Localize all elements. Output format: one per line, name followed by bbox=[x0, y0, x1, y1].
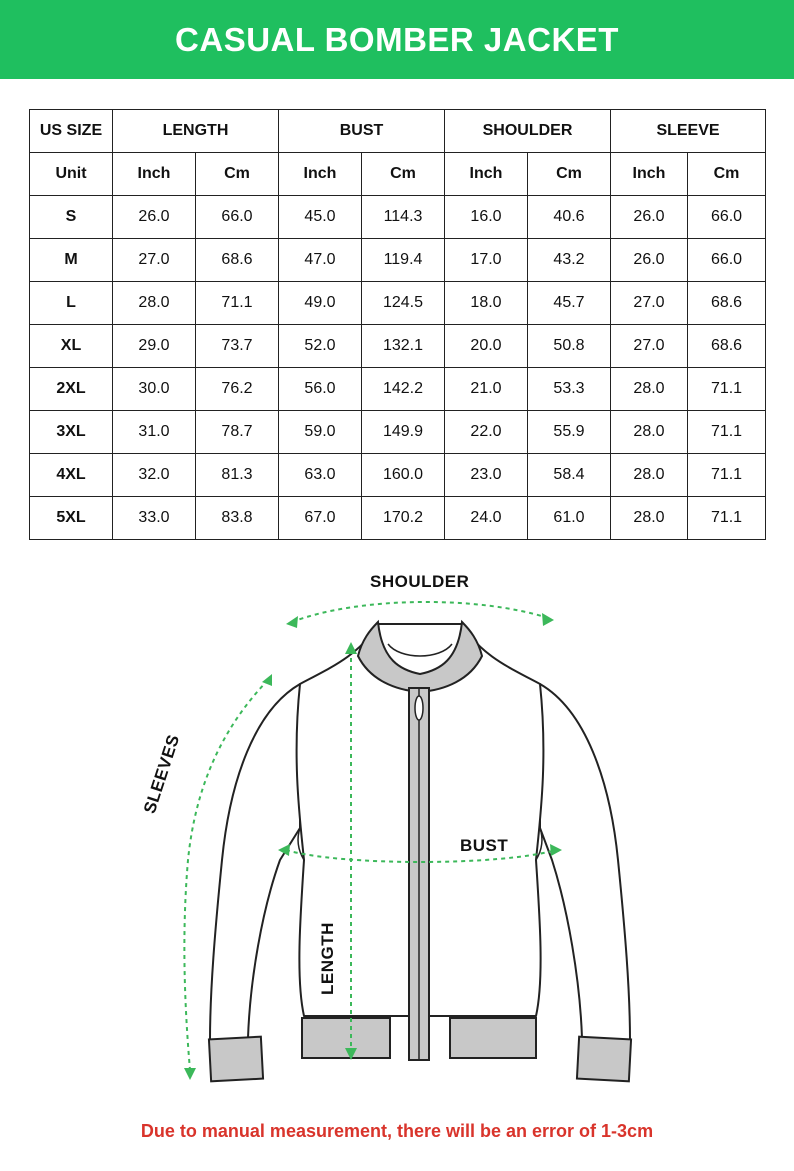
unit-cell: Cm bbox=[196, 153, 279, 196]
value-cell: 124.5 bbox=[362, 282, 445, 325]
value-cell: 45.0 bbox=[279, 196, 362, 239]
left-cuff bbox=[209, 1037, 263, 1082]
value-cell: 27.0 bbox=[611, 325, 688, 368]
value-cell: 21.0 bbox=[445, 368, 528, 411]
value-cell: 114.3 bbox=[362, 196, 445, 239]
right-waistband bbox=[450, 1018, 536, 1058]
value-cell: 142.2 bbox=[362, 368, 445, 411]
value-cell: 66.0 bbox=[688, 239, 766, 282]
value-cell: 47.0 bbox=[279, 239, 362, 282]
value-cell: 71.1 bbox=[688, 454, 766, 497]
value-cell: 49.0 bbox=[279, 282, 362, 325]
value-cell: 32.0 bbox=[113, 454, 196, 497]
size-cell: M bbox=[30, 239, 113, 282]
value-cell: 26.0 bbox=[113, 196, 196, 239]
unit-cell: Cm bbox=[362, 153, 445, 196]
left-sleeve bbox=[210, 684, 300, 1040]
value-cell: 66.0 bbox=[688, 196, 766, 239]
table-row bbox=[30, 454, 766, 497]
value-cell: 73.7 bbox=[196, 325, 279, 368]
unit-cell: Inch bbox=[113, 153, 196, 196]
value-cell: 24.0 bbox=[445, 497, 528, 540]
value-cell: 68.6 bbox=[688, 282, 766, 325]
right-sleeve bbox=[540, 684, 630, 1040]
unit-label: Unit bbox=[30, 153, 113, 196]
value-cell: 40.6 bbox=[528, 196, 611, 239]
size-cell: 2XL bbox=[30, 368, 113, 411]
length-label: LENGTH bbox=[318, 922, 337, 995]
table-row bbox=[30, 282, 766, 325]
table-row bbox=[30, 497, 766, 540]
value-cell: 22.0 bbox=[445, 411, 528, 454]
value-cell: 27.0 bbox=[611, 282, 688, 325]
value-cell: 71.1 bbox=[688, 497, 766, 540]
title-banner bbox=[0, 0, 794, 79]
size-cell: L bbox=[30, 282, 113, 325]
page-title: CASUAL BOMBER JACKET bbox=[175, 20, 619, 58]
value-cell: 83.8 bbox=[196, 497, 279, 540]
left-waistband bbox=[302, 1018, 390, 1058]
value-cell: 132.1 bbox=[362, 325, 445, 368]
shoulder-label: SHOULDER bbox=[370, 572, 470, 591]
value-cell: 63.0 bbox=[279, 454, 362, 497]
measurement-diagram bbox=[0, 560, 794, 1100]
value-cell: 28.0 bbox=[611, 497, 688, 540]
value-cell: 68.6 bbox=[196, 239, 279, 282]
header-size: US SIZE bbox=[30, 110, 113, 153]
size-cell: S bbox=[30, 196, 113, 239]
value-cell: 30.0 bbox=[113, 368, 196, 411]
value-cell: 76.2 bbox=[196, 368, 279, 411]
value-cell: 71.1 bbox=[196, 282, 279, 325]
unit-cell: Inch bbox=[611, 153, 688, 196]
value-cell: 28.0 bbox=[611, 454, 688, 497]
value-cell: 23.0 bbox=[445, 454, 528, 497]
value-cell: 160.0 bbox=[362, 454, 445, 497]
bust-label: BUST bbox=[460, 836, 509, 855]
size-cell: 4XL bbox=[30, 454, 113, 497]
header-sleeve: SLEEVE bbox=[611, 110, 766, 153]
value-cell: 20.0 bbox=[445, 325, 528, 368]
value-cell: 26.0 bbox=[611, 196, 688, 239]
value-cell: 26.0 bbox=[611, 239, 688, 282]
value-cell: 50.8 bbox=[528, 325, 611, 368]
value-cell: 119.4 bbox=[362, 239, 445, 282]
unit-cell: Cm bbox=[688, 153, 766, 196]
value-cell: 28.0 bbox=[113, 282, 196, 325]
value-cell: 33.0 bbox=[113, 497, 196, 540]
table-row bbox=[30, 239, 766, 282]
value-cell: 67.0 bbox=[279, 497, 362, 540]
value-cell: 18.0 bbox=[445, 282, 528, 325]
size-cell: 3XL bbox=[30, 411, 113, 454]
value-cell: 58.4 bbox=[528, 454, 611, 497]
shoulder-arrow bbox=[292, 602, 548, 622]
size-cell: XL bbox=[30, 325, 113, 368]
value-cell: 45.7 bbox=[528, 282, 611, 325]
value-cell: 149.9 bbox=[362, 411, 445, 454]
header-length: LENGTH bbox=[113, 110, 279, 153]
value-cell: 28.0 bbox=[611, 368, 688, 411]
value-cell: 56.0 bbox=[279, 368, 362, 411]
header-row bbox=[30, 110, 766, 153]
unit-row bbox=[30, 153, 766, 196]
size-cell: 5XL bbox=[30, 497, 113, 540]
value-cell: 31.0 bbox=[113, 411, 196, 454]
table-row bbox=[30, 196, 766, 239]
size-chart-table bbox=[29, 109, 766, 540]
value-cell: 81.3 bbox=[196, 454, 279, 497]
value-cell: 43.2 bbox=[528, 239, 611, 282]
value-cell: 71.1 bbox=[688, 411, 766, 454]
value-cell: 170.2 bbox=[362, 497, 445, 540]
value-cell: 28.0 bbox=[611, 411, 688, 454]
value-cell: 27.0 bbox=[113, 239, 196, 282]
value-cell: 16.0 bbox=[445, 196, 528, 239]
table-row bbox=[30, 368, 766, 411]
right-cuff bbox=[577, 1037, 631, 1082]
value-cell: 78.7 bbox=[196, 411, 279, 454]
value-cell: 66.0 bbox=[196, 196, 279, 239]
value-cell: 52.0 bbox=[279, 325, 362, 368]
value-cell: 59.0 bbox=[279, 411, 362, 454]
header-bust: BUST bbox=[279, 110, 445, 153]
sleeves-label: SLEEVES bbox=[140, 732, 184, 816]
unit-cell: Cm bbox=[528, 153, 611, 196]
measurement-note: Due to manual measurement, there will be an error of 1-3cm bbox=[140, 1121, 654, 1141]
bomber-jacket-icon bbox=[0, 560, 794, 1100]
value-cell: 29.0 bbox=[113, 325, 196, 368]
value-cell: 53.3 bbox=[528, 368, 611, 411]
value-cell: 55.9 bbox=[528, 411, 611, 454]
header-shoulder: SHOULDER bbox=[445, 110, 611, 153]
value-cell: 71.1 bbox=[688, 368, 766, 411]
value-cell: 61.0 bbox=[528, 497, 611, 540]
table-row bbox=[30, 325, 766, 368]
table-row bbox=[30, 411, 766, 454]
unit-cell: Inch bbox=[445, 153, 528, 196]
unit-cell: Inch bbox=[279, 153, 362, 196]
value-cell: 17.0 bbox=[445, 239, 528, 282]
value-cell: 68.6 bbox=[688, 325, 766, 368]
